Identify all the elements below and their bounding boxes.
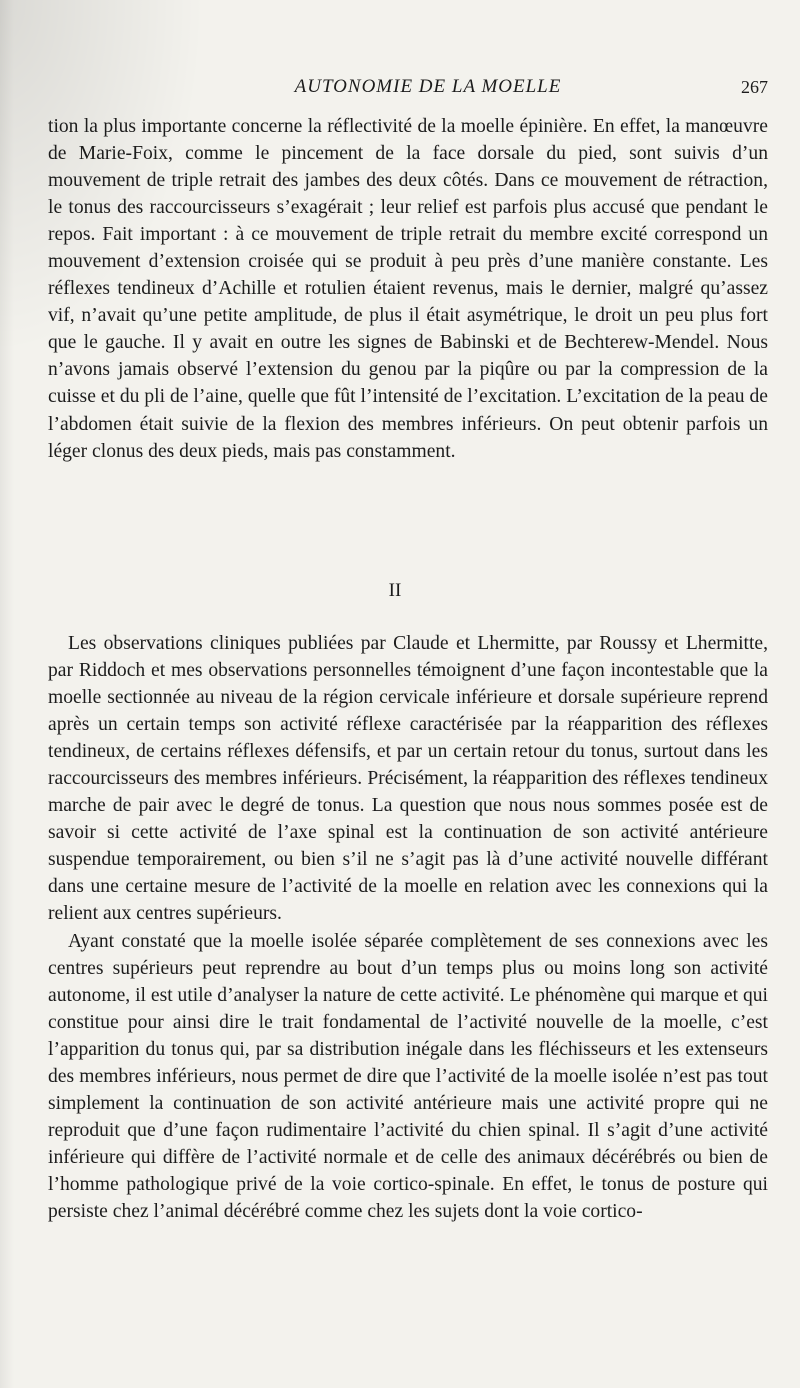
paragraph: Les observations cliniques publiées par Claude et Lhermitte, par Roussy et Lhermitte, par Riddoch et mes observations personnelles témoignent d’une façon incontestable que la moelle sectionnée au niveau de la région cervicale inférieure et dorsale supérieure reprend après un certain temps son activité réflexe caractérisée par la réapparition des réflexes tendineux, de certains réflexes défensifs, et par un certain retour du tonus, surtout dans les raccourcisseurs des membres inférieurs. Précisément, la réapparition des réflexes tendineux marche de pair avec le degré de tonus. La question que nous nous sommes posée est de savoir si cette activité de l’axe spinal est la continuation de son activité antérieure suspendue temporairement, ou bien s’il ne s’agit pas là d’une activité nouvelle différant dans une certaine mesure de l’activité de la moelle en relation avec les connexions qui la relient aux centres supérieurs. [48,633,768,925]
page-number: 267 [741,77,768,97]
text-block-section-ii [48,630,768,1225]
paragraph: Ayant constaté que la moelle isolée séparée complètement de ses connexions avec les centres supérieurs peut reprendre au bout d’un temps plus ou moins long son activité autonome, il est utile d’analyser la nature de cette activité. Le phénomène qui marque et qui constitue pour ainsi dire le trait fondamental de l’activité nouvelle de la moelle, c’est l’apparition du tonus qui, par sa distribution inégale dans les fléchisseurs et les extenseurs des membres inférieurs, nous permet de dire que l’activité de la moelle isolée n’est pas tout simplement la continuation de son activité antérieure mais une activité propre qui ne reproduit que d’une façon rudimentaire l’activité du chien spinal. Il s’agit d’une activité inférieure qui diffère de l’activité normale et de celle des animaux décérébrés ou bien de l’homme pathologique privé de la voie cortico-spinale. En effet, le tonus de posture qui persiste chez l’animal décérébré comme chez les sujets dont la voie cortico- [48,930,768,1222]
running-title: AUTONOMIE DE LA MOELLE [294,76,562,97]
section-heading: II [388,580,402,601]
running-head [48,76,768,104]
paragraph: tion la plus importante concerne la réflectivité de la moelle épinière. En effet, la manœuvre de Marie-Foix, comme le pincement de la face dorsale du pied, sont suivis d’un mouvement de triple retrait des jambes des deux côtés. Dans ce mouvement de rétraction, le tonus des raccourcisseurs s’exagérait ; leur relief est parfois plus accusé que pendant le repos. Fait important : à ce mouvement de triple retrait du membre excité correspond un mouvement d’extension croisée qui se produit à peu près d’une manière constante. Les réflexes tendineux d’Achille et rotulien étaient revenus, mais le dernier, malgré qu’assez vif, n’avait qu’une petite amplitude, de plus il était asymétrique, le droit un peu plus fort que le gauche. Il y avait en outre les signes de Babinski et de Bechterew-Mendel. Nous n’avons jamais observé l’extension du genou par la piqûre ou par la compression de la cuisse et du pli de l’aine, quelle que fût l’intensité de l’excitation. L’excitation de la peau de l’abdomen était suivie de la flexion des membres inférieurs. On peut obtenir parfois un léger clonus des deux pieds, mais pas constamment. [48,116,768,462]
text-block-continuation [48,113,768,465]
